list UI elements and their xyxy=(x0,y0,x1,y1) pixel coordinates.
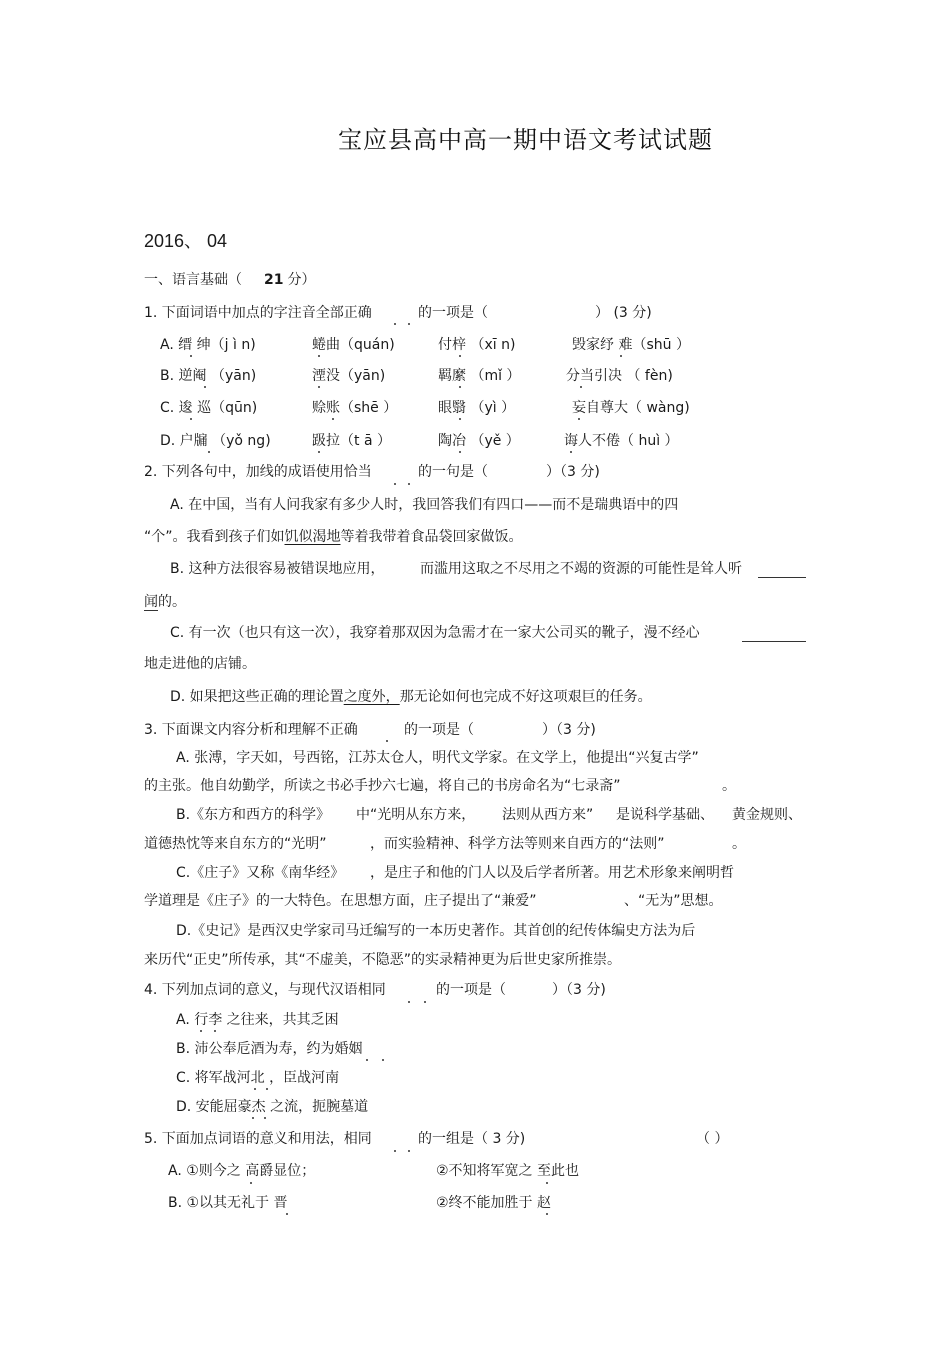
q3-option-c-line2b: 、“无为”思想。 xyxy=(624,893,723,909)
emphasis-dot xyxy=(459,386,461,388)
q1-option-d-1: D. 户牖 （yǒ ng) xyxy=(160,433,271,449)
q1-option-b-2: 湮没（yān) xyxy=(312,368,386,384)
q4-stem-tail: 的一项是（ xyxy=(436,982,506,998)
q1-stem-end: ） (3 分) xyxy=(595,305,652,321)
q2-a-underlined-idiom: 饥似渴地 xyxy=(284,529,341,545)
q3-option-b-line1b: 中“光明从东方来， xyxy=(356,807,476,823)
q3-option-c-line1: C.《庄子》又称《南华经》 xyxy=(176,865,345,881)
emphasis-dot xyxy=(408,323,410,325)
emphasis-dot xyxy=(424,1001,426,1003)
q3-option-b-line1c: 法则从西方来” xyxy=(502,807,594,823)
underline-rule xyxy=(758,577,806,578)
emphasis-dot xyxy=(459,355,461,357)
q3-option-c-line2: 学道理是《庄子》的一大特色。在思想方面，庄子提出了“兼爱” xyxy=(144,893,537,909)
q3-option-a-line2: 的主张。他自幼勤学，所读之书必手抄六七遍，将自己的书房命名为“七录斋” xyxy=(144,778,621,794)
section-prefix: 一、语言基础（ xyxy=(144,272,242,288)
q2-d-underlined-idiom: 之度外， xyxy=(343,689,400,705)
q1-option-c-4: 妄自尊大（ wàng) xyxy=(572,400,690,416)
q1-option-a-2: 蜷曲（quán) xyxy=(312,337,395,353)
emphasis-dot xyxy=(200,1030,202,1032)
q1-option-d-2: 趿拉（t ā ） xyxy=(312,433,391,449)
q2-option-c-line1: C. 有一次（也只有这一次），我穿着那双因为急需才在一家大公司买的靴子，漫不经心 xyxy=(170,625,700,641)
emphasis-dot xyxy=(620,355,622,357)
q4-option-c: C. 将军战河北 ，臣战河南 xyxy=(176,1070,340,1086)
q2-option-b-line1: B. 这种方法很容易被错误地应用， xyxy=(170,561,385,577)
emphasis-dot xyxy=(578,418,580,420)
q1-option-b-4: 分当引决 （ fèn) xyxy=(566,368,673,384)
emphasis-dot xyxy=(459,451,461,453)
q5-answer-paren: （ ） xyxy=(696,1131,729,1147)
q3-option-b-line1d: 是说科学基础、 xyxy=(616,807,714,823)
q2-option-b-line2: 闻的。 xyxy=(144,594,186,610)
q1-option-c-2: 赊账（shē ） xyxy=(312,400,398,416)
q1-option-a-4: 毁家纾 难（shū ） xyxy=(572,337,690,353)
emphasis-dot xyxy=(408,1001,410,1003)
q3-option-a-line1: A. 张溥，字天如，号西铭，江苏太仓人，明代文学家。在文学上，他提出“兴复古学” xyxy=(176,750,699,766)
exam-date: 2016、 04 xyxy=(144,231,228,251)
q2-option-d xyxy=(170,688,652,706)
q3-option-a-end: 。 xyxy=(722,778,736,794)
q1-option-d-3: 陶冶 （yě ） xyxy=(438,433,520,449)
emphasis-dot xyxy=(318,451,320,453)
emphasis-dot xyxy=(546,1213,548,1215)
emphasis-dot xyxy=(546,1182,548,1184)
emphasis-dot xyxy=(208,451,210,453)
q5-option-a-1: A. ①则今之 高爵显位； xyxy=(168,1163,316,1179)
q2-stem-tail: 的一句是（ xyxy=(418,464,488,480)
q3-option-c-line1b: ，是庄子和他的门人以及后学者所著。用艺术形象来阐明哲 xyxy=(370,865,734,881)
q4-stem: 4. 下列加点词的意义，与现代汉语相同 xyxy=(144,982,386,998)
q3-option-b-line1: B.《东方和西方的科学》 xyxy=(176,807,331,823)
section-heading xyxy=(144,271,315,289)
q4-option-b: B. 沛公奉卮酒为寿，约为婚姻 xyxy=(176,1041,363,1057)
q1-option-b-3: 羁縻 （mǐ ） xyxy=(438,368,521,384)
q5-option-b-1: B. ①以其无礼于 晋 xyxy=(168,1195,288,1211)
q3-option-b-line2b: ，而实验精神、科学方法等则来自西方的“法则” xyxy=(370,836,665,852)
q5-option-a-2: ②不知将军宽之 至此也 xyxy=(436,1163,580,1179)
q1-option-a-1: A. 缙 绅（j ì n) xyxy=(160,337,256,353)
q2-d-text-pre: D. 如果把这些正确的理论置 xyxy=(170,689,344,705)
emphasis-dot xyxy=(394,323,396,325)
q4-option-a: A. 行李 之往来，共其乏困 xyxy=(176,1012,339,1028)
q2-a-text-post: 等着我带着食品袋回家做饭。 xyxy=(340,529,523,545)
q3-option-b-end: 。 xyxy=(732,836,746,852)
section-score: 21 xyxy=(264,272,284,288)
q1-option-b-1: B. 逆阉 （yān) xyxy=(160,368,257,384)
q2-stem: 2. 下列各句中，加线的成语使用恰当 xyxy=(144,464,372,480)
q3-stem: 3. 下面课文内容分析和理解不正确 xyxy=(144,722,358,738)
q4-stem-end: ）（3 分) xyxy=(552,982,606,998)
q1-stem-tail: 的一项是（ xyxy=(418,305,488,321)
emphasis-dot xyxy=(459,418,461,420)
emphasis-dot xyxy=(366,1059,368,1061)
q2-stem-end: ）（3 分) xyxy=(546,464,600,480)
emphasis-dot xyxy=(252,1117,254,1119)
emphasis-dot xyxy=(408,483,410,485)
q1-option-d-4: 诲人不倦（ huì ） xyxy=(564,433,679,449)
underline-rule xyxy=(742,641,806,642)
q5-stem-tail: 的一组是（ 3 分) xyxy=(418,1131,526,1147)
q3-stem-tail: 的一项是（ xyxy=(404,722,474,738)
q3-option-b-line1e: 黄金规则、 xyxy=(732,807,802,823)
emphasis-dot xyxy=(286,1213,288,1215)
q1-stem: 1. 下面词语中加点的字注音全部正确 xyxy=(144,305,372,321)
q3-option-b-line2: 道德热忱等来自东方的“光明” xyxy=(144,836,327,852)
q2-option-c-line2: 地走进他的店铺。 xyxy=(144,656,256,672)
emphasis-dot xyxy=(250,1182,252,1184)
q3-option-d-line1: D.《史记》是西汉史学家司马迁编写的一本历史著作。其首创的纪传体编史方法为后 xyxy=(176,923,696,939)
q5-stem: 5. 下面加点词语的意义和用法，相同 xyxy=(144,1131,372,1147)
emphasis-dot xyxy=(570,451,572,453)
q2-d-text-post: 那无论如何也完成不好这项艰巨的任务。 xyxy=(399,689,652,705)
page-title: 宝应县高中高一期中语文考试试题 xyxy=(338,126,713,154)
q5-option-b-2: ②终不能加胜于 赵 xyxy=(436,1195,552,1211)
q1-option-c-3: 眼翳 （yì ） xyxy=(438,400,516,416)
emphasis-dot xyxy=(386,740,388,742)
q1-option-c-1: C. 逡 巡（qūn) xyxy=(160,400,258,416)
emphasis-dot xyxy=(254,1088,256,1090)
emphasis-dot xyxy=(394,483,396,485)
q2-option-b-line1b: 而滥用这取之不尽用之不竭的资源的可能性是耸人听 xyxy=(420,561,742,577)
emphasis-dot xyxy=(190,418,192,420)
q2-option-a-line2 xyxy=(144,528,523,546)
emphasis-dot xyxy=(408,1150,410,1152)
emphasis-dot xyxy=(394,1150,396,1152)
underline-rule xyxy=(144,610,158,611)
emphasis-dot xyxy=(214,1030,216,1032)
q4-option-d: D. 安能屈豪杰 之流，扼腕墓道 xyxy=(176,1099,369,1115)
emphasis-dot xyxy=(382,1059,384,1061)
emphasis-dot xyxy=(190,355,192,357)
emphasis-dot xyxy=(318,355,320,357)
emphasis-dot xyxy=(204,386,206,388)
emphasis-dot xyxy=(266,1088,268,1090)
q1-option-a-3: 付梓 （xī n) xyxy=(438,337,516,353)
section-suffix: 分） xyxy=(287,272,316,288)
q2-option-a-line1: A. 在中国，当有人问我家有多少人时，我回答我们有四口——而不是瑞典语中的四 xyxy=(170,497,679,513)
emphasis-dot xyxy=(264,1117,266,1119)
q3-option-d-line2: 来历代“正史”所传承，其“不虚美，不隐恶”的实录精神更为后世史家所推崇。 xyxy=(144,952,622,968)
emphasis-dot xyxy=(580,386,582,388)
emphasis-dot xyxy=(332,418,334,420)
q3-stem-end: ）（3 分) xyxy=(542,722,596,738)
emphasis-dot xyxy=(318,386,320,388)
q2-a-text-pre: “个”。我看到孩子们如 xyxy=(144,529,285,545)
